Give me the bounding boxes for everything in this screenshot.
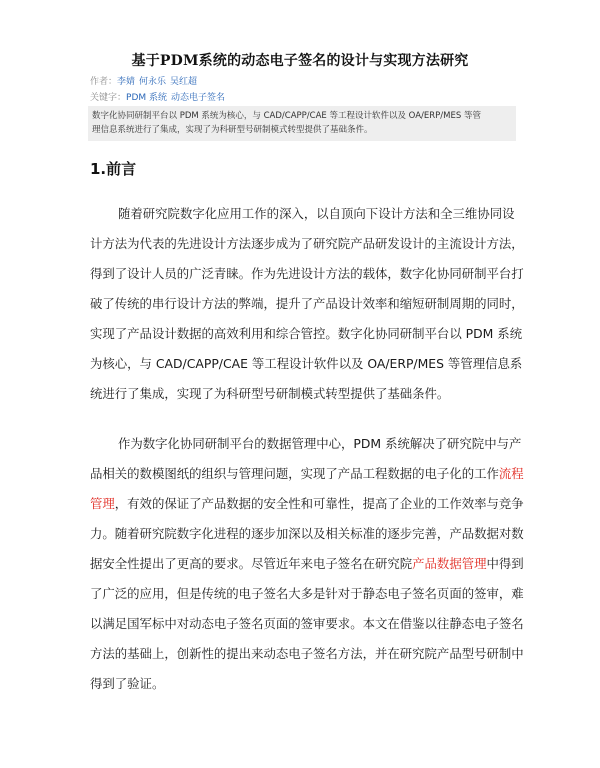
- article-title: 基于PDM系统的动态电子签名的设计与实现方法研究: [131, 53, 469, 69]
- paragraph-line: [90, 489, 524, 519]
- paragraph-line: 方法的基础上，创新性的提出来动态电子签名方法，并在研究院产品型号研制中: [90, 646, 524, 661]
- text-span: 品相关的数模图纸的组织与管理问题，实现了产品工程数据的电子化的工作: [90, 466, 499, 481]
- keyword-link[interactable]: PDM 系统: [126, 93, 167, 103]
- paragraph-line: 统进行了集成，实现了为科研型号研制模式转型提供了基础条件。: [90, 386, 450, 401]
- workflow-link[interactable]: 管理: [90, 496, 115, 511]
- paragraph-pdm: [90, 429, 524, 699]
- authors-line: [90, 76, 201, 88]
- author-link[interactable]: 吴红超: [170, 77, 198, 87]
- paragraph-line: 力。随着研究院数字化进程的逐步加深以及相关标准的逐步完善，产品数据对数: [90, 526, 524, 541]
- paragraph-line: 作为数字化协同研制平台的数据管理中心，PDM 系统解决了研究院中与产: [118, 436, 522, 451]
- keywords-line: [90, 92, 229, 104]
- paragraph-line: 以满足国军标中对动态电子签名页面的签审要求。本文在借鉴以往静态电子签名: [90, 616, 524, 631]
- paragraph-line: [90, 549, 524, 579]
- text-span: 中得到: [486, 556, 524, 571]
- abstract-line: 数字化协同研制平台以 PDM 系统为核心，与 CAD/CAPP/CAE 等工程设计软件以及 OA/ERP/MES 等管: [92, 111, 481, 121]
- product-data-management-link[interactable]: 产品数据管理: [412, 556, 487, 571]
- authors-label: 作者：: [90, 77, 118, 87]
- keyword-link[interactable]: 动态电子签名: [171, 93, 226, 103]
- paragraph-line: 实现了产品设计数据的高效利用和综合管控。数字化协同研制平台以 PDM 系统: [90, 326, 523, 341]
- section-heading: 1.前言: [90, 160, 137, 178]
- abstract-box: [88, 106, 516, 141]
- paragraph-intro: [90, 199, 524, 409]
- paragraph-line: [90, 459, 524, 489]
- author-link[interactable]: 何永乐: [139, 77, 167, 87]
- paragraph-line: 得到了设计人员的广泛青睐。作为先进设计方法的载体，数字化协同研制平台打: [90, 266, 524, 281]
- text-span: ，有效的保证了产品数据的安全性和可靠性，提高了企业的工作效率与竞争: [114, 496, 524, 511]
- keywords-label: 关键字：: [90, 93, 127, 103]
- paragraph-line: 得到了验证。: [90, 676, 165, 691]
- paragraph-line: 为核心，与 CAD/CAPP/CAE 等工程设计软件以及 OA/ERP/MES 等管理信息系: [90, 356, 523, 371]
- workflow-link[interactable]: 流程: [498, 466, 524, 481]
- paragraph-line: 随着研究院数字化应用工作的深入，以自顶向下设计方法和全三维协同设: [118, 206, 515, 221]
- paragraph-line: 破了传统的串行设计方法的弊端，提升了产品设计效率和缩短研制周期的同时，: [90, 296, 524, 311]
- paragraph-line: 计方法为代表的先进设计方法逐步成为了研究院产品研发设计的主流设计方法，: [90, 236, 524, 251]
- text-span: 据安全性提出了更高的要求。尽管近年来电子签名在研究院: [90, 556, 413, 571]
- abstract-line: 理信息系统进行了集成，实现了为科研型号研制模式转型提供了基础条件。: [92, 125, 373, 135]
- paragraph-line: 了广泛的应用，但是传统的电子签名大多是针对于静态电子签名页面的签审，难: [90, 586, 524, 601]
- author-link[interactable]: 李婧: [117, 77, 136, 87]
